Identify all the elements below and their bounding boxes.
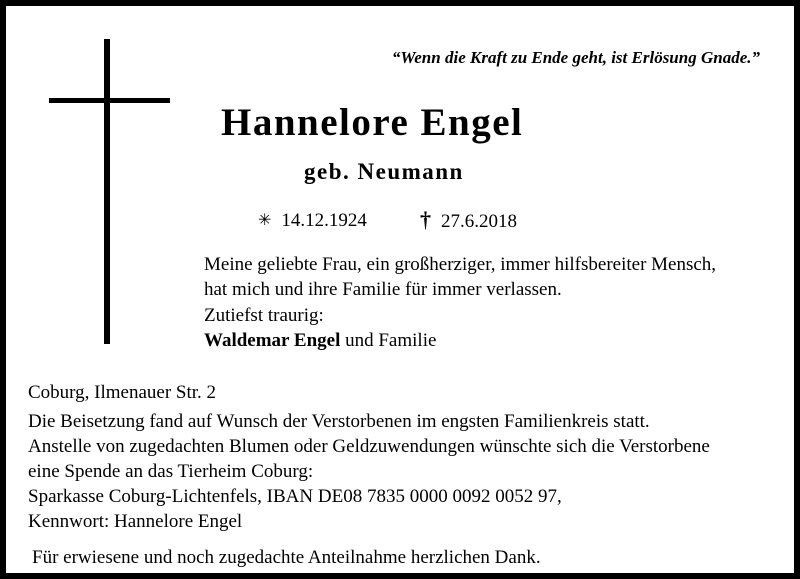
message-line: hat mich und ihre Familie für immer verlassen.: [204, 279, 562, 300]
address: Coburg, Ilmenauer Str. 2: [28, 382, 217, 403]
details-line: eine Spende an das Tierheim Coburg:: [28, 461, 314, 482]
details-line: Kennwort: Hannelore Engel: [28, 511, 243, 532]
birth-date-row: [258, 210, 367, 232]
birth-name: geb. Neumann: [304, 159, 464, 184]
details-line: Sparkasse Coburg-Lichtenfels, IBAN DE08 7835 0000 0092 0052 97,: [28, 486, 562, 507]
signature-name: Waldemar Engel: [204, 330, 341, 351]
signature: [204, 328, 436, 353]
thanks: Für erwiesene und noch zugedachte Anteilnahme herzlichen Dank.: [32, 547, 541, 568]
details-line: Die Beisetzung fand auf Wunsch der Verstorbenen im engsten Familienkreis statt.: [28, 411, 650, 432]
death-date: 27.6.2018: [441, 211, 517, 232]
funeral-details: [28, 409, 710, 534]
death-dagger-icon: †: [420, 207, 431, 232]
signature-suffix: und Familie: [340, 330, 437, 351]
cross-icon-crossbar: [49, 98, 170, 103]
details-line: Anstelle von zugedachten Blumen oder Geldzuwendungen wünschte sich die Verstorbene: [28, 436, 710, 457]
message: [204, 252, 716, 302]
cross-icon: [104, 39, 110, 344]
birth-star-icon: ✳: [258, 212, 272, 229]
deceased-name: Hannelore Engel: [221, 101, 524, 144]
signature-intro: Zutiefst traurig:: [204, 305, 324, 326]
birth-date: 14.12.1924: [281, 210, 367, 231]
death-date-row: [420, 207, 517, 233]
quote: “Wenn die Kraft zu Ende geht, ist Erlösung Gnade.”: [391, 48, 760, 67]
message-line: Meine geliebte Frau, ein großherziger, immer hilfsbereiter Mensch,: [204, 254, 717, 275]
